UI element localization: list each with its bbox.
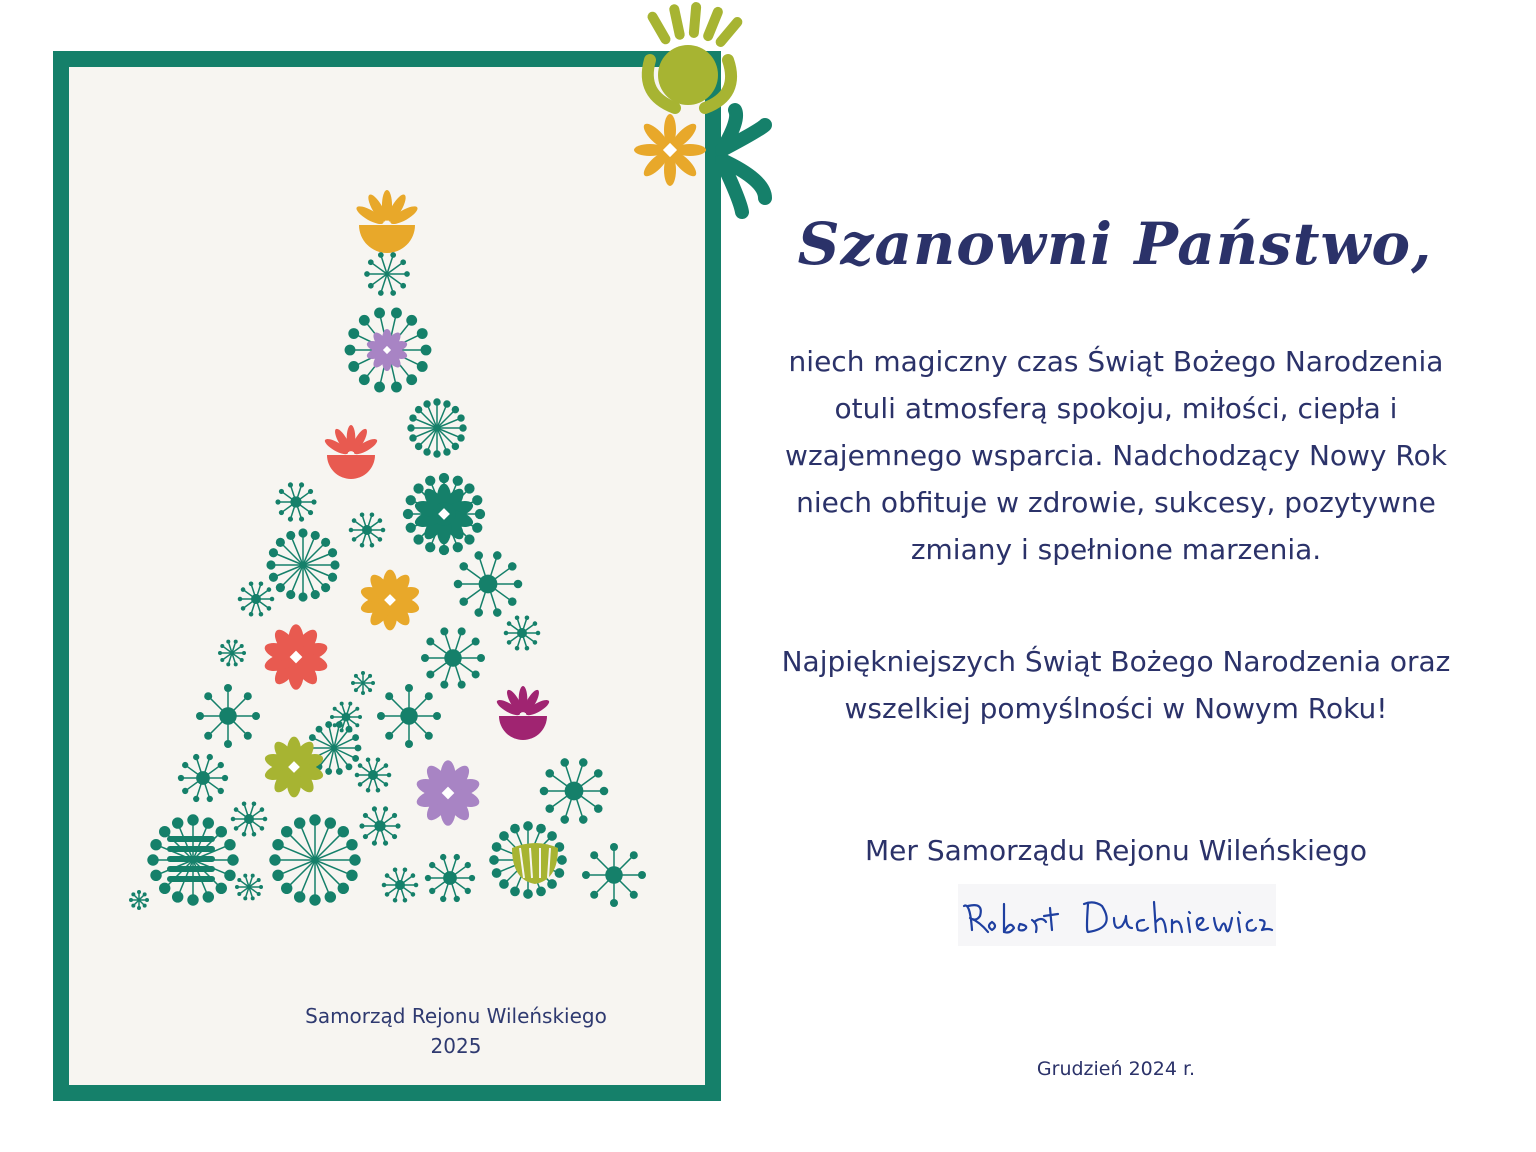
- corner-flower-decoration: [600, 0, 800, 240]
- tree-top-flower-icon: [354, 190, 420, 253]
- snowflake-icon: [178, 754, 228, 802]
- handwritten-signature: [958, 884, 1276, 946]
- holiday-greeting-paragraph: Najpiękniejszych Świąt Bożego Narodzenia oraz wszelkiej pomyślności w Nowym Roku!: [781, 645, 1451, 725]
- wishes-paragraph: niech magiczny czas Świąt Bożego Narodzenia otuli atmosferą spokoju, miłości, ciepła i wzajemnego wsparcia. Nadchodzący Nowy Rok niech obfituje w zdrowie, sukcesy, pozytywne zmiany i spełnione marzenia.: [785, 345, 1447, 566]
- snowflake-icon: [364, 252, 410, 296]
- snowflake-icon: [421, 627, 485, 688]
- card-caption-org: Samorząd Rejonu Wileńskiego: [305, 1004, 607, 1028]
- snowflake-icon: [425, 854, 475, 902]
- snowflake-icon: [582, 843, 646, 907]
- magenta-fan-icon: [495, 686, 551, 740]
- red-flower-icon: [262, 624, 329, 690]
- snowflake-icon: [269, 814, 360, 905]
- snowflake-icon: [218, 640, 246, 667]
- snowflake-icon: [382, 867, 419, 902]
- orange-flower-icon: [634, 114, 706, 186]
- snowflake-icon: [266, 528, 339, 601]
- snowflake-icon: [349, 512, 386, 547]
- snowflake-icon: [238, 581, 275, 616]
- letter-date: Grudzień 2024 r.: [1036, 1058, 1196, 1080]
- snowflake-icon: [351, 671, 375, 695]
- snowflake-icon: [454, 551, 523, 617]
- snowflake-icon: [231, 801, 268, 836]
- red-fan-icon: [323, 425, 379, 479]
- snowflake-icon: [196, 684, 260, 748]
- olive-flower-icon: [646, 2, 745, 108]
- snowflake-icon: [275, 482, 316, 521]
- snowflake-icon: [504, 615, 541, 650]
- snowflake-icon: [235, 874, 263, 901]
- snowflake-icon: [377, 684, 441, 748]
- yellow-flower-icon: [359, 570, 421, 631]
- snowflake-icon: [359, 806, 400, 845]
- purple-flower-icon: [414, 760, 481, 826]
- green-leaf-icon: [722, 110, 765, 212]
- snowflake-icon: [355, 757, 392, 792]
- olive-shell-icon: [512, 843, 558, 884]
- greeting-heading: Szanowni Państwo,: [797, 210, 1433, 278]
- snowflake-icon: [540, 758, 609, 824]
- card-caption-year: 2025: [430, 1034, 482, 1058]
- snowflake-icon: [407, 398, 466, 457]
- snowflake-icon: [129, 890, 149, 910]
- signer-title: Mer Samorządu Rejonu Wileńskiego: [865, 834, 1367, 867]
